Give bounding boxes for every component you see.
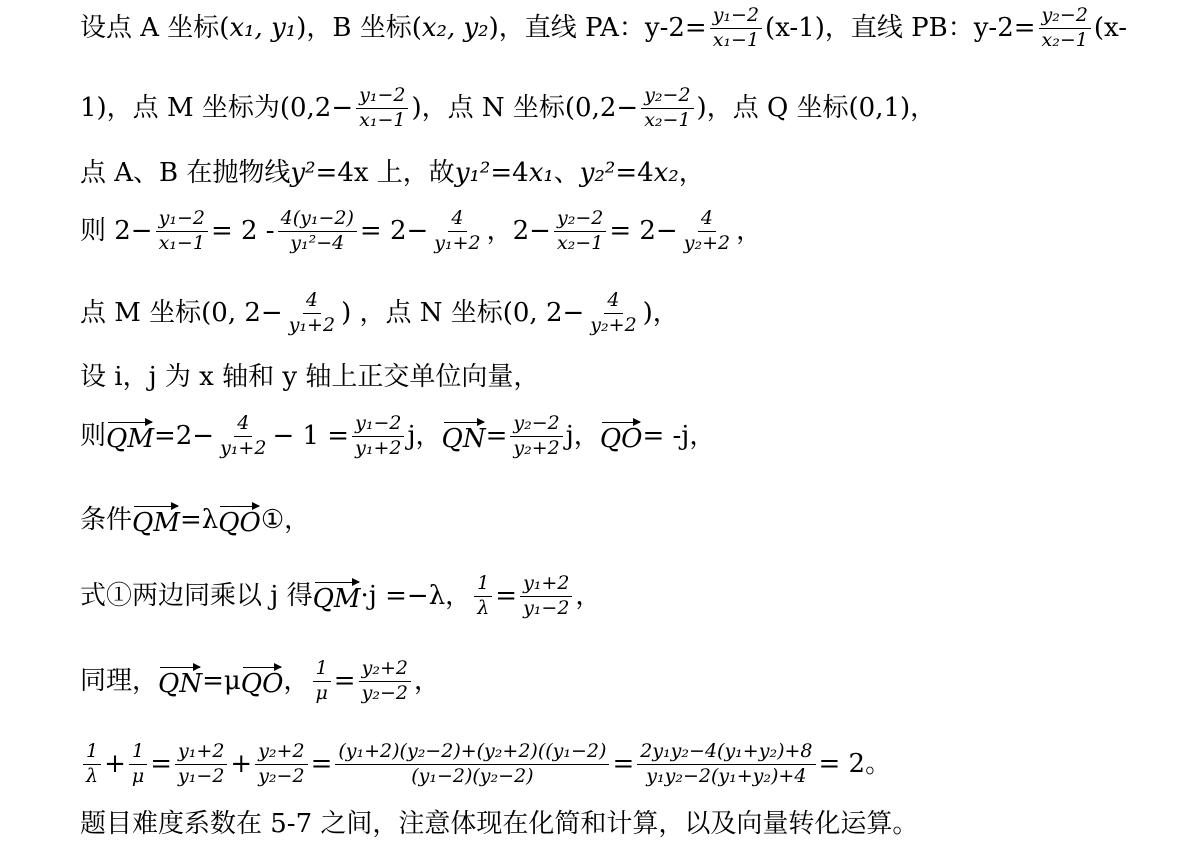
vector-symbol: QN — [442, 420, 486, 452]
text-segment: = 2。 — [818, 749, 892, 779]
fraction-numerator: y₁−2 — [156, 208, 208, 232]
fraction-denominator: y₂−2 — [361, 681, 408, 704]
text-segment: = 2− — [609, 216, 678, 246]
text-segment: = — [485, 421, 508, 451]
text-line — [80, 207, 1140, 255]
fraction — [681, 208, 733, 255]
fraction-numerator: y₂+2 — [359, 658, 411, 682]
fraction-denominator: (y₁−2)(y₂−2) — [411, 764, 534, 787]
fraction — [641, 85, 693, 132]
text-segment: )，点 Q 坐标(0,1)， — [696, 93, 937, 123]
text-segment: 点 A、B 在抛物线 — [80, 158, 291, 188]
text-line — [80, 84, 1140, 132]
text-segment: − 1 = — [272, 421, 350, 451]
text-segment: 1)，点 M 坐标为(0,2− — [80, 93, 354, 123]
text-segment: ， — [283, 666, 310, 696]
fraction-denominator: x₁−1 — [359, 108, 406, 131]
text-segment: 同理， — [80, 666, 159, 696]
fraction — [520, 573, 572, 620]
fraction-denominator: λ — [86, 764, 99, 787]
fraction-denominator: y₁+2 — [355, 436, 402, 459]
text-segment: )，直线 PA：y-2= — [488, 13, 707, 43]
fraction-denominator: λ — [477, 596, 490, 619]
fraction-numerator: y₂+2 — [255, 741, 307, 765]
fraction-numerator: y₁+2 — [520, 573, 572, 597]
text-segment: 设点 A 坐标( — [80, 13, 230, 43]
fraction-denominator: μ — [315, 681, 328, 704]
fraction — [474, 573, 492, 620]
fraction-denominator: y₂−2 — [258, 764, 305, 787]
fraction-numerator: y₂−2 — [554, 208, 606, 232]
fraction — [175, 741, 227, 788]
text-segment: j， — [407, 421, 442, 451]
fraction — [255, 741, 307, 788]
fraction-denominator: y₂+2 — [513, 436, 560, 459]
text-segment: =2− — [153, 421, 215, 451]
math-expression: x₂, y₂ — [421, 13, 489, 43]
text-segment: ， — [575, 581, 602, 611]
fraction — [83, 741, 101, 788]
fraction — [312, 658, 330, 705]
fraction-denominator: μ — [131, 764, 145, 787]
fraction-denominator: y₁y₂−2(y₁+y₂)+4 — [646, 764, 807, 787]
vector-symbol: QO — [218, 504, 261, 536]
fraction-denominator: y₁²−4 — [290, 231, 345, 254]
fraction-numerator: 4(y₁−2) — [278, 208, 357, 232]
fraction-numerator: 4 — [234, 413, 252, 437]
fraction-numerator: 1 — [313, 658, 331, 682]
text-segment: 则 — [80, 421, 107, 451]
text-segment: 式①两边同乘以 j 得 — [80, 581, 313, 611]
text-line — [80, 657, 1140, 705]
fraction-numerator: y₁−2 — [356, 85, 408, 109]
text-segment: = -j， — [642, 421, 716, 451]
text-line — [80, 740, 1140, 788]
vector-symbol: QO — [600, 420, 643, 452]
text-line — [80, 4, 1140, 52]
fraction — [278, 208, 357, 255]
text-segment: ， — [678, 158, 705, 188]
fraction — [356, 85, 408, 132]
text-segment: = — [333, 666, 356, 696]
fraction — [217, 413, 269, 460]
text-segment: ， — [413, 666, 440, 696]
text-segment: + — [230, 749, 253, 779]
text-segment: j， — [565, 421, 600, 451]
text-line — [80, 289, 1140, 337]
fraction-numerator: y₂−2 — [641, 85, 693, 109]
math-expression: x₁ — [528, 158, 554, 188]
fraction-numerator: y₁−2 — [710, 5, 762, 29]
fraction-numerator: 4 — [698, 208, 716, 232]
text-segment: = 2 - — [210, 216, 275, 246]
math-expression: y₁² — [454, 158, 491, 188]
text-segment: ，2− — [486, 216, 551, 246]
fraction-numerator: y₂−2 — [1039, 5, 1091, 29]
text-segment: ) ，点 N 坐标(0, 2− — [341, 298, 585, 328]
fraction-denominator: y₁−2 — [523, 596, 570, 619]
fraction — [352, 413, 404, 460]
text-line — [80, 572, 1140, 620]
fraction-denominator: y₁+2 — [288, 313, 336, 336]
text-segment: ·j =−λ， — [360, 581, 472, 611]
vector-symbol: QM — [132, 504, 180, 536]
fraction-numerator: 4 — [448, 208, 466, 232]
fraction-numerator: 1 — [129, 741, 147, 765]
text-segment: 设 i，j 为 x 轴和 y 轴上正交单位向量， — [80, 362, 540, 392]
fraction — [1039, 5, 1091, 52]
text-segment: )， — [642, 298, 679, 328]
text-segment: =4x 上，故 — [315, 158, 455, 188]
text-segment: )，B 坐标( — [296, 13, 422, 43]
fraction-numerator: y₁−2 — [352, 413, 404, 437]
text-segment: 条件 — [80, 505, 133, 535]
text-segment: + — [104, 749, 126, 779]
fraction-denominator: x₁−1 — [158, 231, 205, 254]
text-segment: 题目难度系数在 5-7 之间，注意体现在化简和计算，以及向量转化运算。 — [80, 809, 919, 839]
fraction — [286, 290, 338, 337]
text-segment: 则 2− — [80, 216, 153, 246]
text-segment: ， — [736, 216, 763, 246]
text-line — [80, 800, 1140, 848]
text-segment: 、 — [553, 158, 580, 188]
vector-symbol: QO — [241, 665, 284, 697]
text-segment: =λ — [179, 505, 219, 535]
vector-symbol: QM — [106, 420, 154, 452]
fraction-numerator: y₁+2 — [175, 741, 227, 765]
fraction-numerator: 4 — [303, 290, 321, 314]
text-line — [80, 149, 1140, 197]
fraction-denominator: x₂−1 — [644, 108, 691, 131]
text-line — [80, 353, 1140, 401]
fraction-numerator: (y₁+2)(y₂−2)+(y₂+2)((y₁−2) — [335, 741, 609, 765]
fraction-numerator: 1 — [474, 573, 492, 597]
text-segment: (x-1)，直线 PB：y-2= — [765, 13, 1036, 43]
text-segment: (x- — [1093, 13, 1128, 43]
text-line — [80, 496, 1140, 544]
vector-symbol: QM — [313, 580, 361, 612]
text-segment: =4 — [490, 158, 529, 188]
fraction-denominator: y₁+2 — [434, 231, 481, 254]
math-expression: y² — [290, 158, 316, 188]
fraction-denominator: y₁−2 — [178, 764, 225, 787]
fraction — [359, 658, 411, 705]
text-segment: = — [150, 749, 173, 779]
fraction — [554, 208, 606, 255]
fraction-numerator: y₂−2 — [510, 413, 562, 437]
fraction — [335, 741, 609, 788]
fraction-denominator: y₁+2 — [220, 436, 267, 459]
text-segment: = 2− — [359, 216, 429, 246]
vector-symbol: QN — [158, 665, 202, 697]
math-expression: x₂ — [653, 158, 679, 188]
text-segment: = — [612, 749, 635, 779]
text-segment: =4 — [615, 158, 654, 188]
fraction — [510, 413, 562, 460]
fraction — [431, 208, 483, 255]
fraction-numerator: 4 — [604, 290, 622, 314]
fraction-numerator: 2y₁y₂−4(y₁+y₂)+8 — [637, 741, 815, 765]
fraction — [587, 290, 639, 337]
math-expression: x₁, y₁ — [229, 13, 297, 43]
text-segment: ①， — [260, 505, 311, 535]
fraction-denominator: y₂+2 — [590, 313, 637, 336]
fraction — [129, 741, 147, 788]
fraction-denominator: x₁−1 — [712, 28, 760, 51]
text-segment: = — [310, 749, 333, 779]
math-expression: y₂² — [579, 158, 616, 188]
fraction-denominator: x₂−1 — [1041, 28, 1088, 51]
fraction — [637, 741, 815, 788]
text-segment: 点 M 坐标(0, 2− — [80, 298, 283, 328]
fraction-denominator: y₂+2 — [683, 231, 731, 254]
text-segment: = — [495, 581, 518, 611]
fraction-numerator: 1 — [83, 741, 101, 765]
text-segment: =μ — [202, 666, 241, 696]
fraction-denominator: x₂−1 — [556, 231, 604, 254]
fraction — [156, 208, 208, 255]
text-segment: )，点 N 坐标(0,2− — [411, 93, 639, 123]
text-line — [80, 412, 1140, 460]
fraction — [710, 5, 762, 52]
